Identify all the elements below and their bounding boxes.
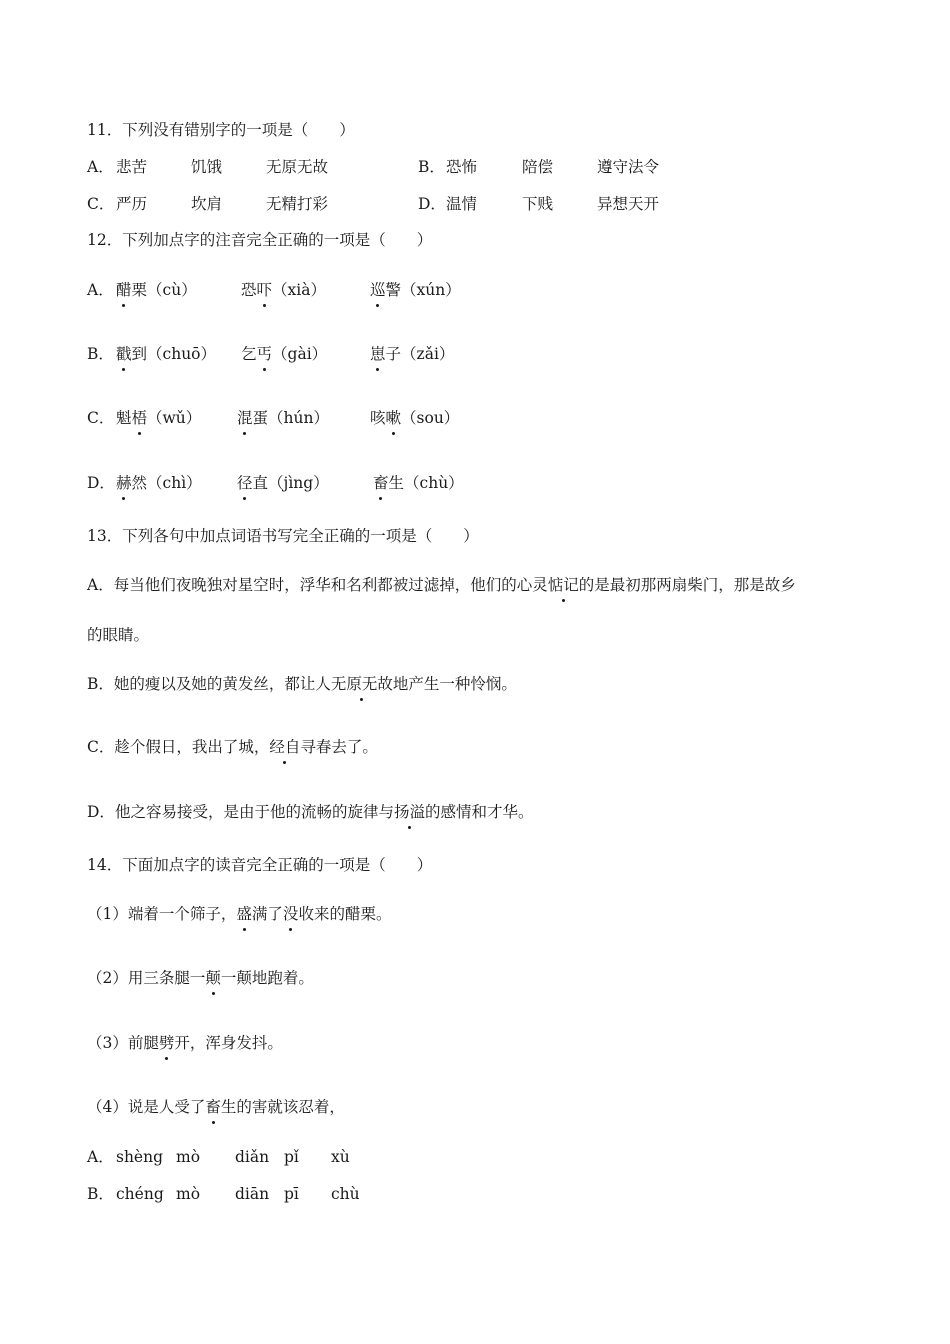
q11-option-c-letter: C． bbox=[87, 195, 115, 213]
q11-option-d-letter: D． bbox=[418, 195, 446, 213]
q12-option-c-item: 魁梧（wǔ） bbox=[116, 409, 202, 427]
q12-option-d-letter: D． bbox=[87, 474, 115, 492]
q14-sentence-3: （3）前腿劈开，浑身发抖。 bbox=[87, 1034, 283, 1052]
q14-option-b-letter: B． bbox=[87, 1185, 114, 1203]
q12-option-a-letter: A． bbox=[87, 281, 114, 299]
q12-option-a-item: 醋栗（cù） bbox=[116, 281, 197, 299]
q14-option-b-reading: diān bbox=[235, 1185, 270, 1203]
q11-option-b-word: 陪偿 bbox=[522, 158, 554, 176]
q12-option-d-item: 畜生（chù） bbox=[373, 474, 464, 492]
q14-option-a-letter: A． bbox=[87, 1148, 114, 1166]
q13-option-c: C．趁个假日，我出了城，经自寻春去了。 bbox=[87, 738, 378, 756]
q14-option-b-reading: chù bbox=[331, 1185, 360, 1203]
q11-option-a-letter: A． bbox=[87, 158, 114, 176]
q11-option-d-word: 下贱 bbox=[522, 195, 554, 213]
q14-option-b-reading: pī bbox=[284, 1185, 299, 1203]
q13-option-d: D．他之容易接受，是由于他的流畅的旋律与扬溢的感情和才华。 bbox=[87, 803, 534, 821]
q14-stem: 14．下面加点字的读音完全正确的一项是（ ） bbox=[87, 856, 433, 874]
q11-option-b-letter: B． bbox=[418, 158, 445, 176]
q12-option-b-letter: B． bbox=[87, 345, 114, 363]
q13-option-a-continued: 的眼睛。 bbox=[87, 626, 150, 644]
q12-option-a-item: 恐吓（xià） bbox=[241, 281, 326, 299]
q12-option-b-item: 乞丐（gài） bbox=[241, 345, 328, 363]
q14-option-a-reading: pǐ bbox=[284, 1148, 299, 1166]
q14-option-a-reading: shèng bbox=[116, 1148, 164, 1166]
q11-option-c-word: 无精打彩 bbox=[266, 195, 329, 213]
q12-option-c-item: 混蛋（hún） bbox=[237, 409, 329, 427]
q12-option-c-item: 咳嗽（sou） bbox=[370, 409, 460, 427]
q12-stem: 12．下列加点字的注音完全正确的一项是（ ） bbox=[87, 231, 433, 249]
q14-option-a-reading: xù bbox=[331, 1148, 350, 1166]
q14-sentence-4: （4）说是人受了畜生的害就该忍着， bbox=[87, 1098, 345, 1116]
q13-option-a: A．每当他们夜晚独对星空时，浮华和名利都被过滤掉，他们的心灵惦记的是最初那两扇柴门，那是故乡 bbox=[87, 576, 796, 594]
q11-option-b-word: 遵守法令 bbox=[597, 158, 660, 176]
q12-option-a-item: 巡警（xún） bbox=[370, 281, 461, 299]
q11-stem: 11．下列没有错别字的一项是（ ） bbox=[87, 121, 355, 139]
q13-option-b: B．她的瘦以及她的黄发丝，都让人无原无故地产生一种怜悯。 bbox=[87, 675, 517, 693]
q11-option-c-word: 坎肩 bbox=[191, 195, 223, 213]
q11-option-d-word: 温情 bbox=[446, 195, 478, 213]
q12-option-c-letter: C． bbox=[87, 409, 115, 427]
q14-option-a-reading: diǎn bbox=[235, 1148, 270, 1166]
q12-option-d-item: 径直（jìng） bbox=[237, 474, 329, 492]
q12-option-b-item: 戳到（chuō） bbox=[116, 345, 217, 363]
q11-option-a-word: 悲苦 bbox=[116, 158, 148, 176]
q11-option-a-word: 无原无故 bbox=[266, 158, 329, 176]
q12-option-b-item: 崽子（zǎi） bbox=[370, 345, 455, 363]
q13-stem: 13．下列各句中加点词语书写完全正确的一项是（ ） bbox=[87, 527, 479, 545]
q12-option-d-item: 赫然（chì） bbox=[116, 474, 202, 492]
q11-option-a-word: 饥饿 bbox=[191, 158, 223, 176]
q14-option-b-reading: chéng bbox=[116, 1185, 164, 1203]
q14-option-a-reading: mò bbox=[176, 1148, 201, 1166]
q14-sentence-1: （1）端着一个筛子，盛满了没收来的醋栗。 bbox=[87, 905, 392, 923]
q14-option-b-reading: mò bbox=[176, 1185, 201, 1203]
q11-option-d-word: 异想天开 bbox=[597, 195, 660, 213]
q11-option-c-word: 严历 bbox=[116, 195, 148, 213]
q14-sentence-2: （2）用三条腿一颠一颠地跑着。 bbox=[87, 969, 314, 987]
q11-option-b-word: 恐怖 bbox=[446, 158, 478, 176]
